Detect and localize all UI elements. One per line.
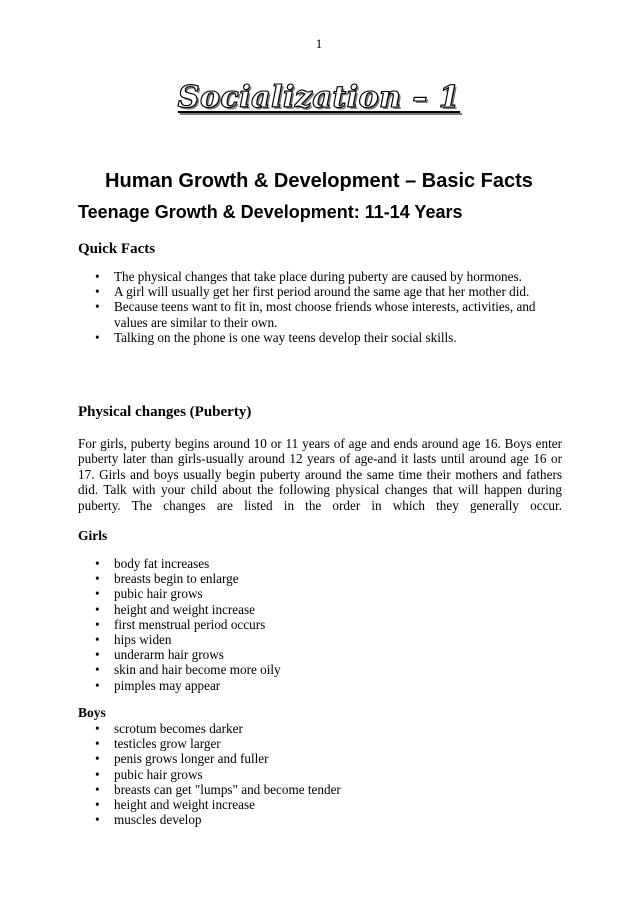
list-item: • Talking on the phone is one way teens develop their social skills.: [78, 330, 564, 345]
list-item: • pubic hair grows: [78, 586, 564, 601]
list-item: • testicles grow larger: [78, 736, 564, 751]
list-item: • penis grows longer and fuller: [78, 751, 564, 766]
girls-list: [78, 556, 564, 693]
list-item: • underarm hair grows: [78, 647, 564, 662]
list-item: • scrotum becomes darker: [78, 721, 564, 736]
physical-changes-paragraph: For girls, puberty begins around 10 or 11 years of age and ends around age 16. Boys enter puberty later than girls-usually around 12 years of age-and it lasts until around age 16 or 17. Girls and boys usually begin puberty around the same time their mothers and fathers did. Talk with your child about the following physical changes that will happen during puberty. The changes are listed in the order in which they generally occur.: [78, 436, 562, 513]
list-item: • muscles develop: [78, 812, 564, 827]
quick-facts-heading: Quick Facts: [78, 241, 156, 257]
document-subtitle: Human Growth & Development – Basic Facts: [105, 170, 533, 192]
list-item: • height and weight increase: [78, 797, 564, 812]
list-item: • skin and hair become more oily: [78, 662, 564, 677]
boys-list: [78, 721, 564, 827]
physical-changes-heading: Physical changes (Puberty): [78, 404, 252, 420]
list-item: • body fat increases: [78, 556, 564, 571]
quick-facts-list: [78, 269, 564, 345]
list-item: • pimples may appear: [78, 678, 564, 693]
document-title-text: Socialization – 1: [177, 80, 461, 115]
list-item: • pubic hair grows: [78, 767, 564, 782]
list-item: • breasts begin to enlarge: [78, 571, 564, 586]
page-number: 1: [315, 36, 323, 51]
list-item: • Because teens want to fit in, most choose friends whose interests, activities, and values are similar to their own.: [78, 299, 564, 329]
boys-heading: Boys: [78, 705, 106, 720]
section-title: Teenage Growth & Development: 11-14 Years: [78, 202, 463, 222]
list-item: • A girl will usually get her first period around the same age that her mother did.: [78, 284, 564, 299]
list-item: • first menstrual period occurs: [78, 617, 564, 632]
list-item: • height and weight increase: [78, 602, 564, 617]
list-item: • breasts can get "lumps" and become tender: [78, 782, 564, 797]
girls-heading: Girls: [78, 528, 108, 543]
list-item: • hips widen: [78, 632, 564, 647]
document-title: [0, 80, 638, 115]
list-item: • The physical changes that take place during puberty are caused by hormones.: [78, 269, 564, 284]
